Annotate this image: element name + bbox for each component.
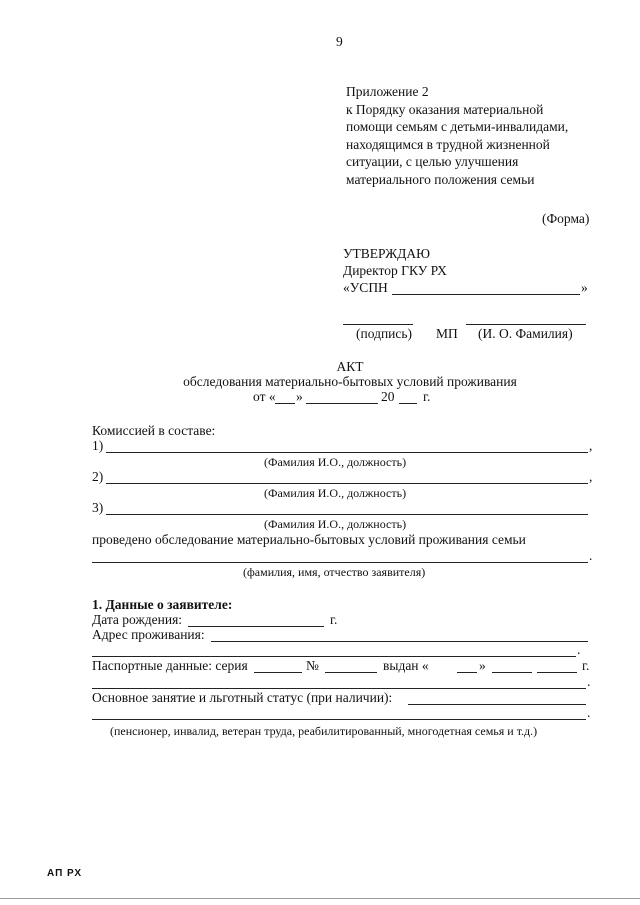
commission-caption: (Фамилия И.О., должность) [264, 455, 407, 469]
period: . [587, 674, 591, 689]
page-number: 9 [336, 34, 343, 49]
period: . [577, 642, 581, 657]
appendix-line: ситуации, с целью улучшения [346, 154, 519, 169]
act-date-from: от « [253, 389, 276, 404]
approve-title: УТВЕРЖДАЮ [343, 246, 431, 261]
occupation-field-continued[interactable] [92, 719, 586, 720]
issued-month-field[interactable] [492, 672, 532, 673]
appendix-line: помощи семьям с детьми-инвалидами, [346, 119, 569, 134]
passport-series-field[interactable] [254, 672, 302, 673]
act-year-suffix: г. [423, 389, 431, 404]
issued-year-field[interactable] [537, 672, 577, 673]
comma: , [589, 469, 593, 484]
act-year-prefix: 20 [381, 389, 395, 404]
passport-issuer-field[interactable] [92, 688, 586, 689]
act-day-field[interactable] [275, 403, 295, 404]
issued-label: выдан « [383, 658, 429, 673]
act-year-field[interactable] [399, 403, 417, 404]
passport-label: Паспортные данные: серия [92, 658, 248, 673]
applicant-heading: 1. Данные о заявителе: [92, 597, 233, 612]
birth-label: Дата рождения: [92, 612, 183, 627]
address-field-continued[interactable] [92, 656, 576, 657]
occupation-caption: (пенсионер, инвалид, ветеран труда, реабилитированный, многодетная семья и т.д.) [110, 724, 538, 738]
birth-suffix: г. [330, 612, 338, 627]
commission-heading: Комиссией в составе: [92, 423, 216, 438]
appendix-line: находящимся в трудной жизненной [346, 136, 550, 152]
birth-date-field[interactable] [188, 626, 324, 627]
signature-field[interactable] [343, 324, 413, 325]
page-bottom-rule [0, 898, 640, 899]
act-date-close: » [296, 389, 303, 404]
approve-director: Директор ГКУ РХ [343, 263, 447, 278]
commission-member-number: 1) [92, 438, 104, 453]
applicant-name-field[interactable] [92, 562, 588, 563]
stamp-label: МП [436, 326, 458, 341]
approve-org-prefix: «УСПН [343, 280, 388, 295]
appendix-line: Приложение 2 [346, 84, 429, 99]
appendix-block [346, 83, 568, 188]
commission-member-field[interactable] [106, 514, 588, 515]
issued-year-suffix: г. [582, 658, 590, 673]
commission-caption: (Фамилия И.О., должность) [264, 517, 407, 531]
name-field[interactable] [466, 324, 586, 325]
passport-number-label: № [306, 658, 319, 673]
commission-member-number: 2) [92, 469, 104, 484]
period: . [589, 548, 593, 563]
period: . [587, 705, 591, 720]
appendix-line: к Порядку оказания материальной [346, 101, 544, 117]
act-subtitle: обследования материально-бытовых условий проживания [183, 374, 517, 389]
survey-text: проведено обследование материально-бытовых условий проживания семьи [92, 532, 526, 547]
act-title: АКТ [336, 359, 364, 374]
comma: , [589, 438, 593, 453]
issued-day-field[interactable] [457, 672, 477, 673]
signature-caption: (подпись) [356, 326, 413, 341]
commission-member-number: 3) [92, 500, 104, 515]
footer-mark: АП РХ [47, 868, 83, 879]
org-name-field[interactable] [392, 294, 580, 295]
commission-caption: (Фамилия И.О., должность) [264, 486, 407, 500]
appendix-line: материального положения семьи [346, 171, 535, 187]
issued-close: » [479, 658, 486, 673]
survey-caption: (фамилия, имя, отчество заявителя) [243, 565, 426, 579]
form-label: (Форма) [542, 211, 590, 226]
commission-member-field[interactable] [106, 452, 588, 453]
act-month-field[interactable] [306, 403, 378, 404]
occupation-label: Основное занятие и льготный статус (при наличии): [92, 690, 393, 705]
passport-number-field[interactable] [325, 672, 377, 673]
approve-org-suffix: » [581, 280, 588, 295]
commission-member-field[interactable] [106, 483, 588, 484]
occupation-field[interactable] [408, 704, 586, 705]
address-field[interactable] [211, 641, 588, 642]
name-caption: (И. О. Фамилия) [478, 326, 573, 341]
address-label: Адрес проживания: [92, 627, 205, 642]
